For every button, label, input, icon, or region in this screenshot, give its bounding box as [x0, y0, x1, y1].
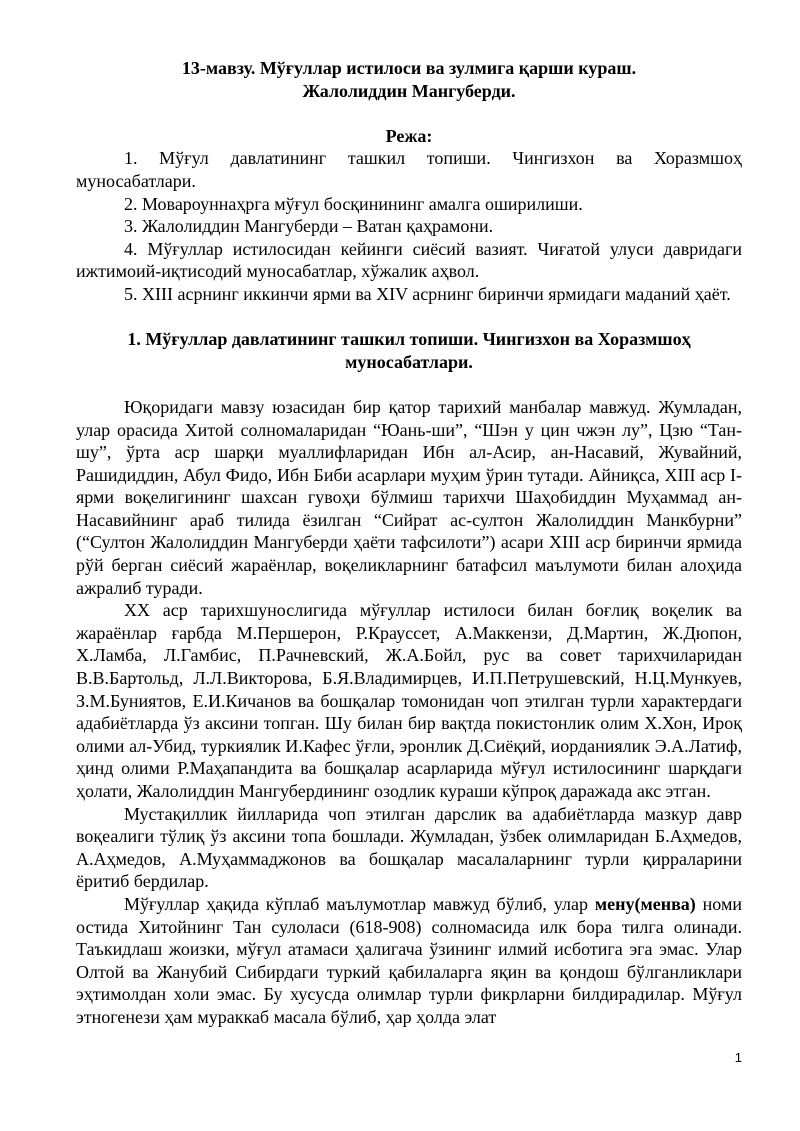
paragraph-4-end: номи остида Хитойнинг Тан сулоласи (618-908) солномасида илк бора тилга олинади. Таъкидлаш жоизки, мўғул атамаси ҳалигача ўзининг илмий исботига эга эмас. Улар Олтой ва Жанубий Сибирдаги туркий қабилаларга яқин ва қондош бўлганликлари эҳтимолдан холи эмас. Бу хусусда олимлар турли фикрларни билдирадилар. Мўғул этногенези ҳам мураккаб масала бўлиб, ҳар ҳолда элат: [76, 893, 742, 1027]
body-paragraph-2: XX аср тарихшунослигида мўғуллар истилоси билан боғлиқ воқелик ва жараёнлар ғарбда М.Першерон, Р.Крауссет, А.Маккензи, Д.Мартин, Ж.Дюпон, Х.Ламба, Л.Гамбис, П.Рачневский, Ж.А.Бойл, рус ва совет тарихчиларидан В.В.Бартольд, Л.Л.Викторова, Б.Я.Владимирцев, И.П.Петрушевский, Н.Ц.Мункуев, З.М.Буниятов, Е.И.Кичанов ва бошқалар томонидан чоп этилган турли характердаги адабиётларда ўз аксини топган. Шу билан бир вақтда покистонлик олим Х.Хон, Ироқ олими ал-Убид, туркиялик И.Кафес ўғли, эронлик Д.Сиёқий, иорданиялик Э.А.Латиф, ҳинд олими Р.Маҳапандита ва бошқалар асарларида мўғул истилосининг шарқдаги ҳолати, Жалолиддин Мангубердининг озодлик кураши кўпроқ даражада акс этган.: [76, 600, 742, 801]
document-title: [76, 57, 742, 102]
plan-item-2: 2. Мовароуннаҳрга мўғул босқинининг амалга оширилиши.: [124, 193, 583, 214]
title-line-2: Жалолиддин Мангуберди.: [302, 80, 516, 101]
term-menu: мену(менва): [594, 893, 696, 914]
paragraph-4-start: Мўғуллар ҳақида кўплаб маълумотлар мавжуд бўлиб, улар: [124, 893, 595, 914]
plan-item-4: 4. Мўғуллар истилосидан кейинги сиёсий вазият. Чиғатой улуси давридаги ижтимоий-иқтисодий муносабатлар, хўжалик аҳвол.: [76, 238, 742, 282]
section-heading: 1. Мўғуллар давлатининг ташкил топиши. Чингизхон ва Хоразмшоҳ муносабатлари.: [127, 329, 691, 372]
body-paragraph-1: Юқоридаги мавзу юзасидан бир қатор тарихий манбалар мавжуд. Жумладан, улар орасида Хитой солномаларидан “Юань-ши”, “Шэн у цин чжэн лу”, Цзю “Тан-шу”, ўрта аср шарқи муаллифларидан Ибн ал-Асир, ан-Насавий, Жувайний, Рашидиддин, Абул Фидо, Ибн Биби асарлари муҳим ўрин тутади. Айниқса, XIII аср I-ярми воқелигининг шахсан гувоҳи бўлмиш тарихчи Шаҳобиддин Муҳаммад ан-Насавийнинг араб тилида ёзилган “Сийрат ас-султон Жалолиддин Манкбурни” (“Султон Жалолиддин Мангуберди ҳаёти тафсилоти”) асари XIII аср биринчи ярмида рўй берган сиёсий жараёнлар, воқеликларнинг батафсил маълумоти билан алоҳида ажралиб туради.: [76, 396, 742, 598]
plan-item-3: 3. Жалолиддин Мангуберди – Ватан қаҳрамони.: [124, 216, 494, 237]
page-number: 1: [734, 1050, 742, 1065]
body-paragraph-4: [76, 893, 742, 1029]
title-line-1: 13-мавзу. Мўғуллар истилоси ва зулмига қарши кураш.: [181, 58, 637, 78]
plan-item-1: 1. Мўғул давлатининг ташкил топиши. Чингизхон ва Хоразмшоҳ муносабатлари.: [76, 148, 742, 191]
plan-list: [76, 147, 742, 305]
plan-item-5: 5. XIII асрнинг иккинчи ярми ва XIV асрнинг биринчи ярмидаги маданий ҳаёт.: [124, 283, 731, 304]
body-paragraph-3: Мустақиллик йилларида чоп этилган дарслик ва адабиётларда мазкур давр воқеалиги тўлиқ ўз аксини топа бошлади. Жумладан, ўзбек олимларидан Б.Аҳмедов, А.Аҳмедов, А.Муҳаммаджонов ва бошқалар масалаларнинг турли қирраларини ёритиб бердилар.: [76, 803, 742, 892]
plan-heading: Режа:: [385, 125, 433, 146]
